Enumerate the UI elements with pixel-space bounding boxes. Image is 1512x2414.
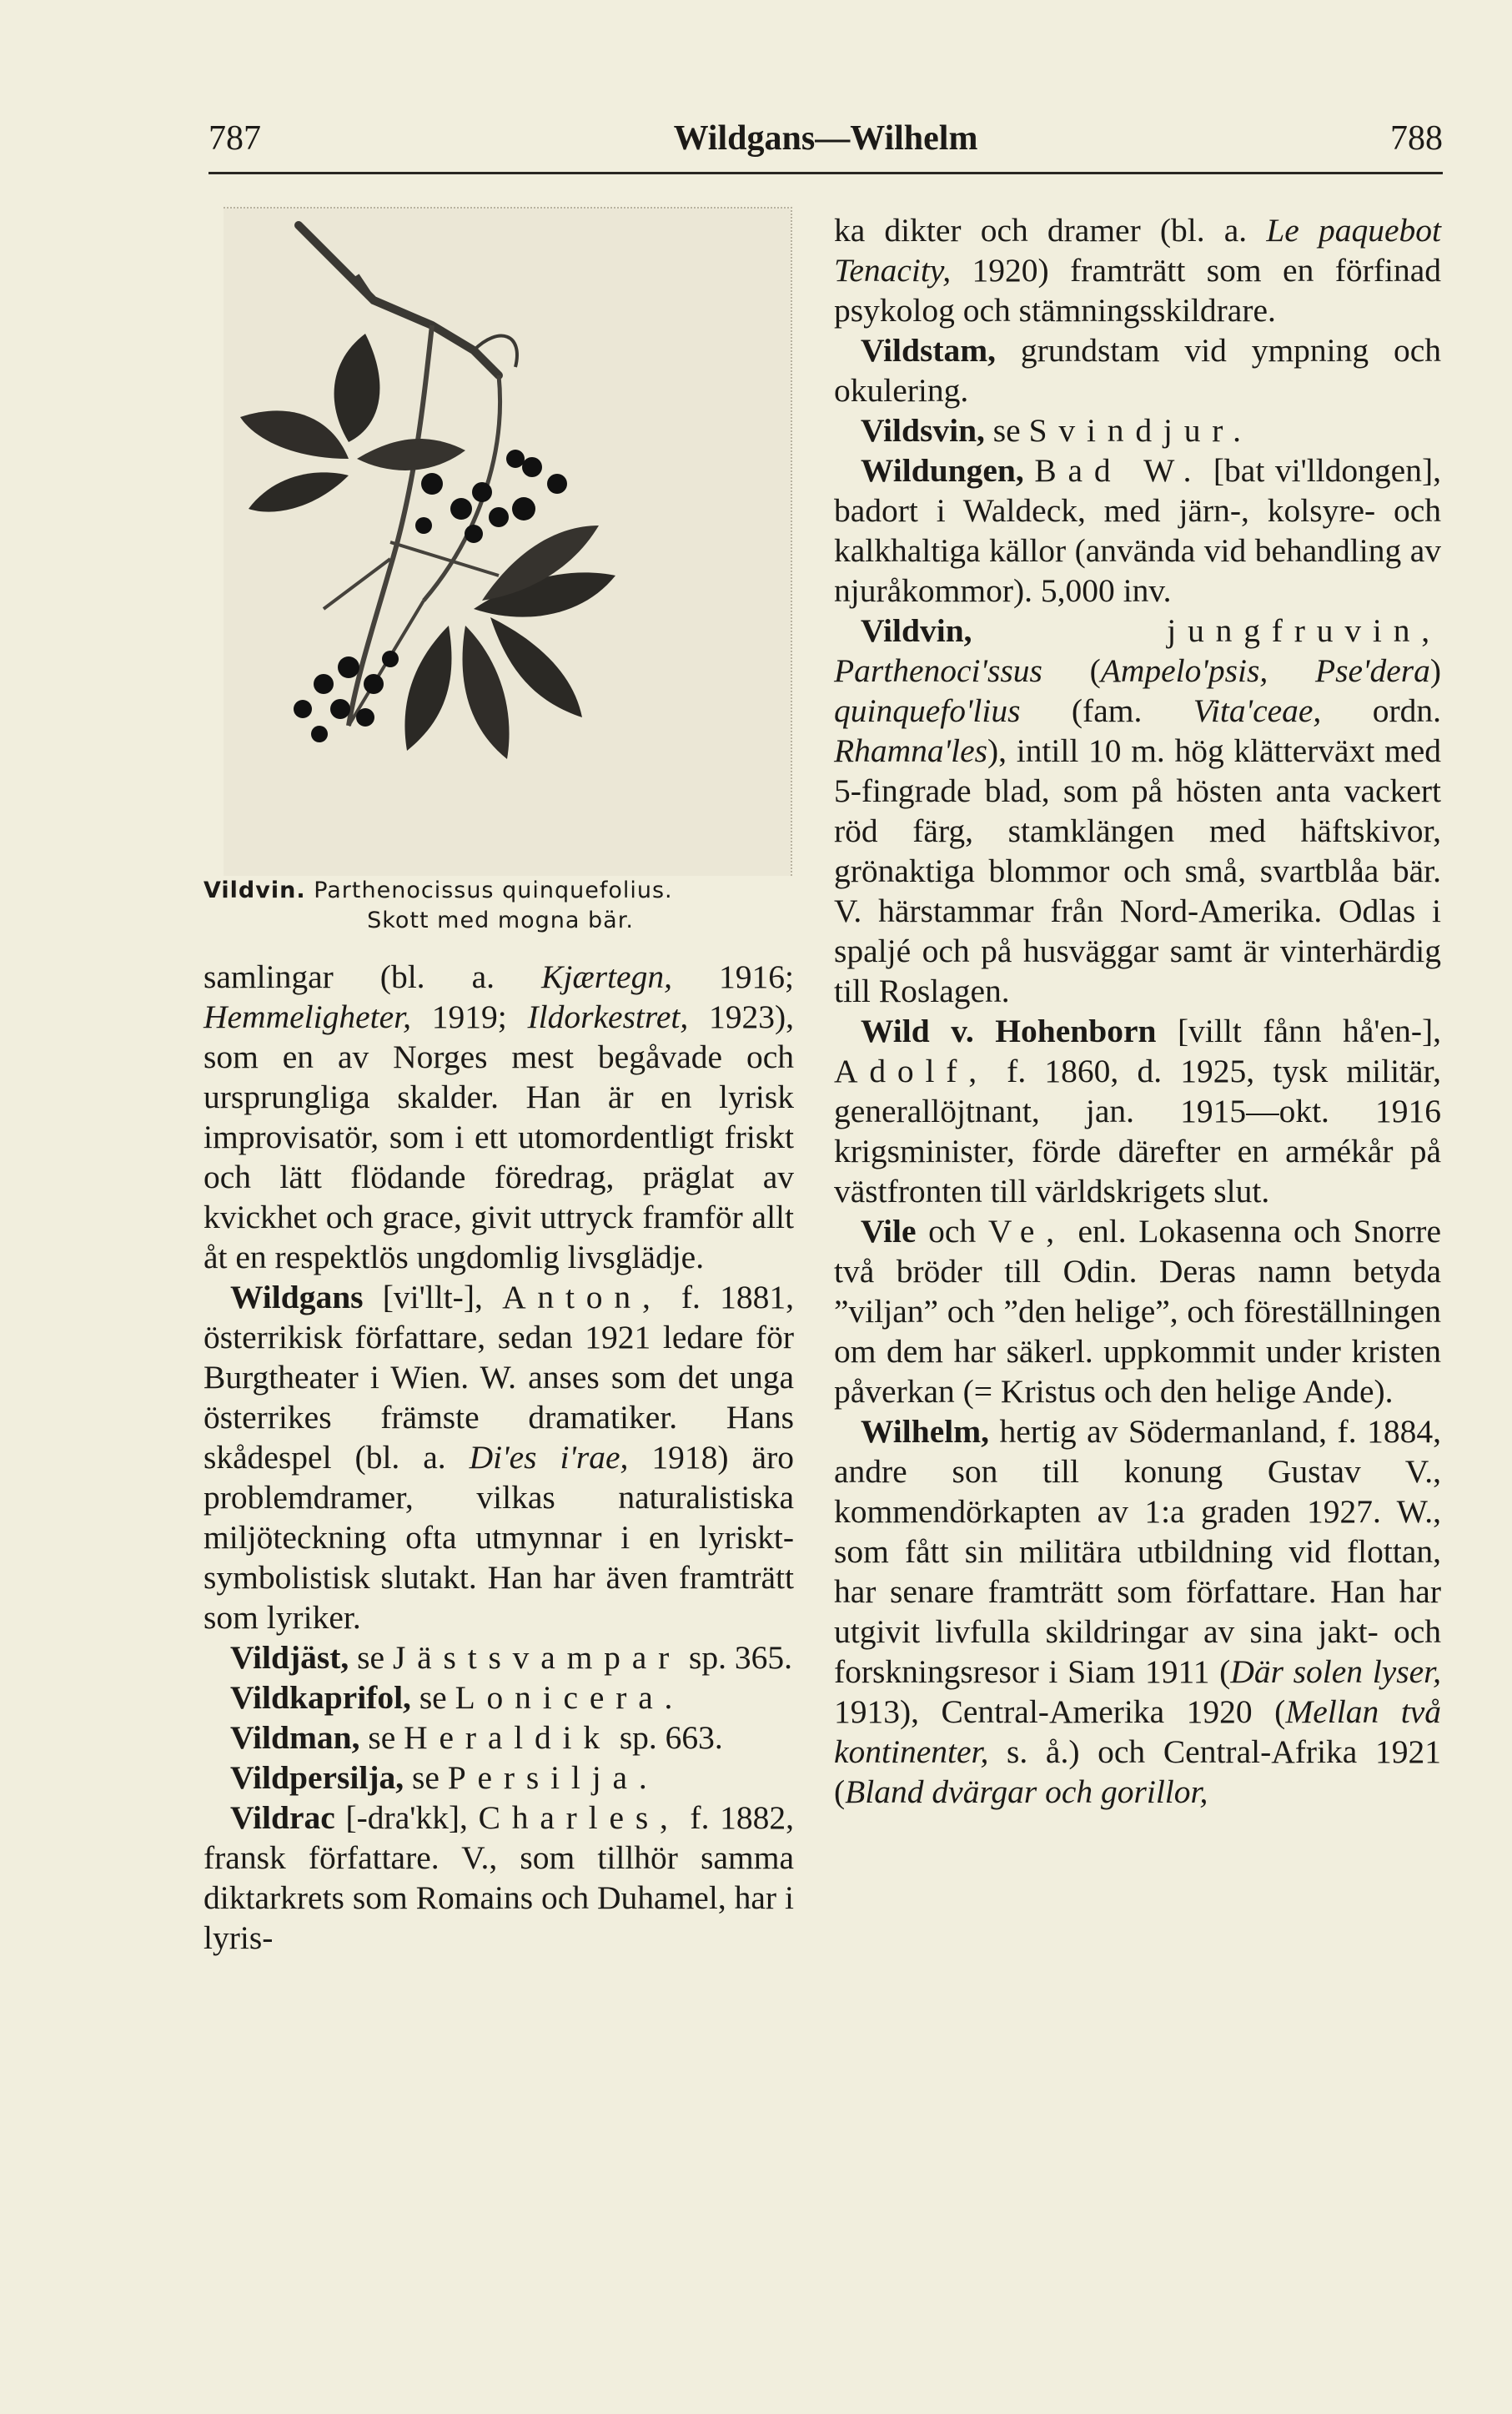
continued-entry: ka dikter och dramer (bl. a. Le paquebot Tenacity, 1920) framträtt som en förfinad psykolog och stämningsskildrare.	[834, 212, 1441, 329]
cross-reference: Heraldik	[404, 1719, 611, 1756]
page-number-left: 787	[208, 119, 261, 158]
headword: Wild v. Hohenborn	[861, 1013, 1157, 1049]
headword: Vildkaprifol,	[230, 1679, 411, 1716]
entry-vildstam: Vildstam, grundstam vid ympning och okulering.	[834, 332, 1441, 409]
cross-reference: Lonicera.	[455, 1679, 685, 1716]
caption-head: Vildvin.	[203, 878, 306, 903]
headword: Vildsvin,	[861, 412, 985, 449]
headword: Vildstam,	[861, 332, 997, 369]
entry-vile: Vile och Ve, enl. Lokasenna och Snorre två bröder till Odin. Deras namn betyda ”viljan” och ”den helige”, och föreställningen om dem har säkerl. uppkommit under kristen påverkan (= Kristus och den helige Ande).	[834, 1213, 1441, 1410]
right-column	[834, 210, 1441, 1812]
entry-wildungen: Wildungen, Bad W. [bat vi'lldongen], badort i Waldeck, med järn-, kolsyre- och kalkhaltiga källor (använda vid behandling av njuråkommor). 5,000 inv.	[834, 452, 1441, 609]
entry-vildrac: Vildrac [-dra'kk], Charles, f. 1882, fransk författare. V., som tillhör samma diktarkrets som Romains och Duhamel, har i lyris-	[203, 1799, 795, 1956]
left-column	[203, 957, 794, 1958]
virginia-creeper-illustration	[224, 207, 792, 876]
entry-vildjast: Vildjäst, se Jästsvampar sp. 365.	[230, 1639, 792, 1676]
headword: Vildjäst,	[230, 1639, 349, 1676]
entry-wilhelm: Wilhelm, hertig av Södermanland, f. 1884, andre son till konung Gustav V., kommendörkapten av 1:a graden 1927. W., som fått sin militära utbildning vid flottan, har senare framträtt som författare. Han har utgivit livfulla skildringar av sina jakt- och forskningsresor i Siam 1911 (Där solen lyser, 1913), Central-Amerika 1920 (Mellan två kontinenter, s. å.) och Central-Afrika 1921 (Bland dvärgar och gorillor,	[834, 1413, 1441, 1810]
entry-wild-hohenborn: Wild v. Hohenborn [villt fånn hå'en-], Adolf, f. 1860, d. 1925, tysk militär, generallöjtnant, jan. 1915—okt. 1916 krigsminister, förde därefter en armékår på västfronten till världskrigets slut.	[834, 1013, 1442, 1210]
continued-entry: samlingar (bl. a. Kjærtegn, 1916; Hemmeligheter, 1919; Ildorkestret, 1923), som en av Norges mest begåvade och ursprungliga skalder. Han är en lyrisk improvisatör, som i ett utomordentligt friskt och lätt flödande föredrag, präglat av kvickhet och grace, givit uttryck framför allt åt en respektlös ungdomlig livsglädje.	[203, 958, 794, 1275]
cross-reference: Persilja.	[447, 1759, 659, 1796]
cross-reference: Svindjur.	[1028, 412, 1253, 449]
running-header	[208, 117, 1443, 167]
entry-vildsvin: Vildsvin, se Svindjur.	[861, 412, 1253, 449]
entry-vildpersilja: Vildpersilja, se Persilja.	[230, 1759, 659, 1796]
headword: Wildungen,	[861, 452, 1024, 489]
headword: Wildgans	[230, 1279, 364, 1315]
caption-description: Skott med mogna bär.	[367, 908, 634, 933]
entry-vildvin: Vildvin, jungfruvin, Parthenoci'ssus (Ampelo'psis, Pse'dera) quinquefo'lius (fam. Vita'ceae, ordn. Rhamna'les), intill 10 m. hög klätterväxt med 5-fingrade blad, som på hösten anta vackert röd färg, stamklängen med häftskivor, grönaktiga blommor och små, svartblåa bär. V. härstammar från Nord-Amerika. Odlas i spaljé och på husväggar samt är vinterhärdig till Roslagen.	[834, 612, 1441, 1009]
headword: Wilhelm,	[861, 1413, 989, 1450]
figure-caption	[203, 876, 797, 936]
entry-vildman: Vildman, se Heraldik sp. 663.	[230, 1719, 723, 1756]
entry-wildgans: Wildgans [vi'llt-], Anton, f. 1881, österrikisk författare, sedan 1921 ledare för Burgtheater i Wien. W. anses som det unga österrikes främste dramatiker. Hans skådespel (bl. a. Di'es i'rae, 1918) äro problemdramer, vilkas naturalistiska miljöteckning ofta utmynnar i en lyriskt-symbolistisk slutakt. Han har även framträtt som lyriker.	[203, 1279, 794, 1636]
headword: Vile	[861, 1213, 917, 1250]
headword: Vildpersilja,	[230, 1759, 404, 1796]
headword: Vildvin,	[861, 612, 972, 649]
header-rule	[208, 172, 1443, 174]
cross-reference: Jästsvampar	[392, 1639, 681, 1676]
caption-species: Parthenocissus quinquefolius.	[314, 878, 673, 903]
entry-vildkaprifol: Vildkaprifol, se Lonicera.	[230, 1679, 685, 1716]
page-number-right: 788	[1390, 119, 1443, 158]
headword: Vildman,	[230, 1719, 360, 1756]
running-title: Wildgans—Wilhelm	[673, 119, 978, 158]
headword: Vildrac	[230, 1799, 335, 1836]
